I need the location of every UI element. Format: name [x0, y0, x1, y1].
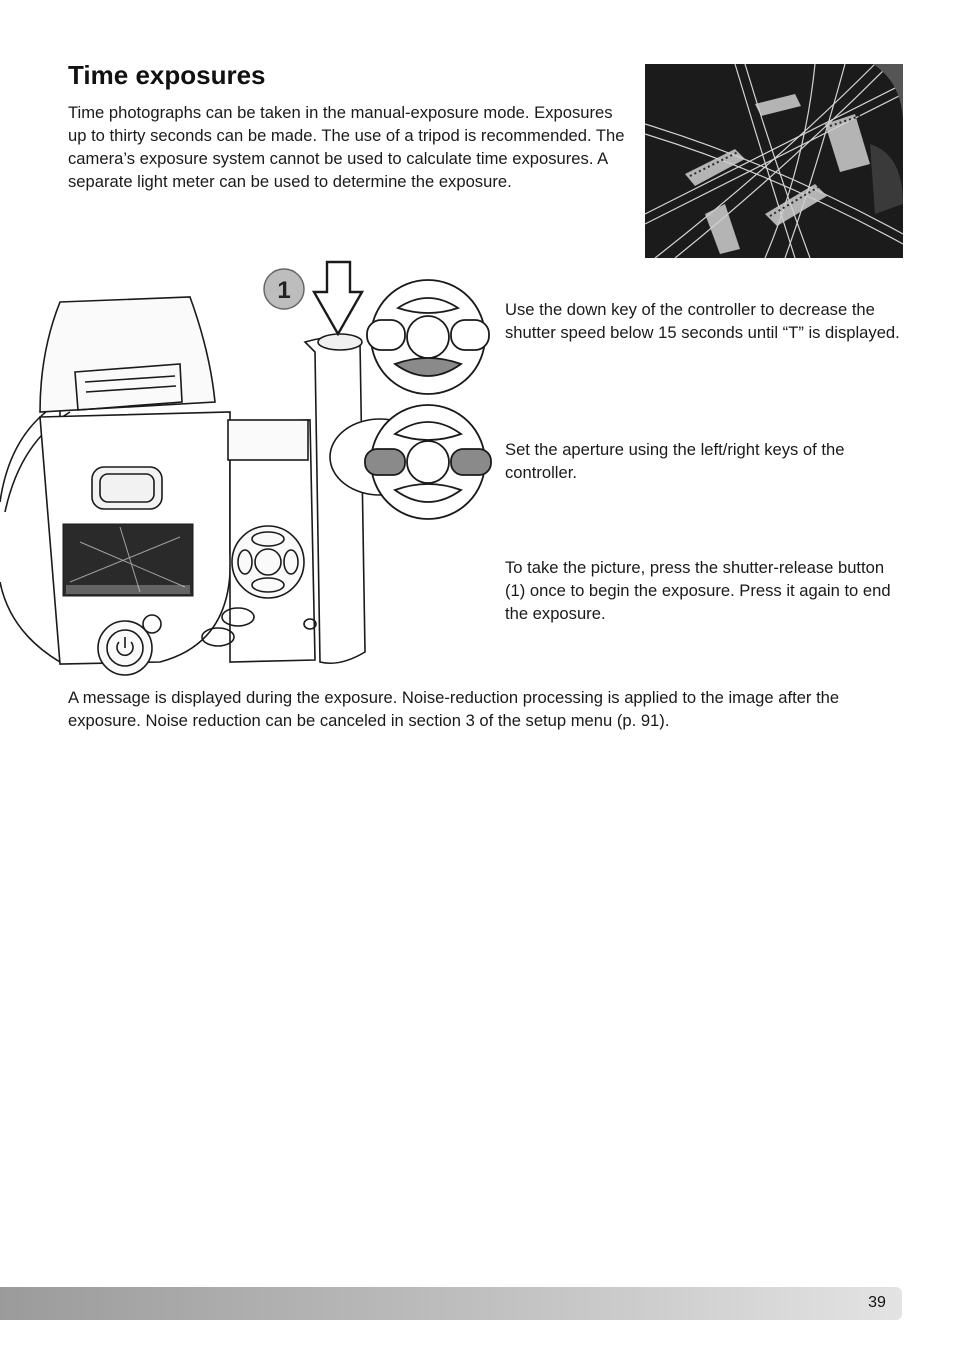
- step-3-text: To take the picture, press the shutter-release button (1) once to begin the exposure. Press it again to end the exposure.: [505, 558, 891, 623]
- page-number: 39: [868, 1294, 886, 1311]
- camera-illustration: [0, 252, 500, 682]
- night-intersection-photo: [645, 64, 903, 258]
- step-2-text: Set the aperture using the left/right keys of the controller.: [505, 440, 845, 482]
- step-marker: 1: [277, 277, 291, 304]
- down-arrow-icon: [314, 262, 362, 334]
- page-title: Time exposures: [68, 60, 266, 90]
- photo-graphic: [645, 64, 903, 258]
- intro-paragraph: Time photographs can be taken in the manual-exposure mode. Exposures up to thirty seconds can be made. The use of a tripod is recommended. The camera’s exposure system cannot be used to calculate time exposures. A separate light meter can be used to determine the exposure.: [68, 103, 625, 191]
- noise-reduction-note: A message is displayed during the exposure. Noise-reduction processing is applied to the image after the exposure. Noise reduction can be canceled in section 3 of the setup menu (p. 91).: [68, 688, 840, 730]
- footer-bar: [0, 1287, 902, 1320]
- step-1-text: Use the down key of the controller to decrease the shutter speed below 15 seconds until “T” is displayed.: [505, 300, 900, 342]
- camera-diagram: [0, 252, 500, 682]
